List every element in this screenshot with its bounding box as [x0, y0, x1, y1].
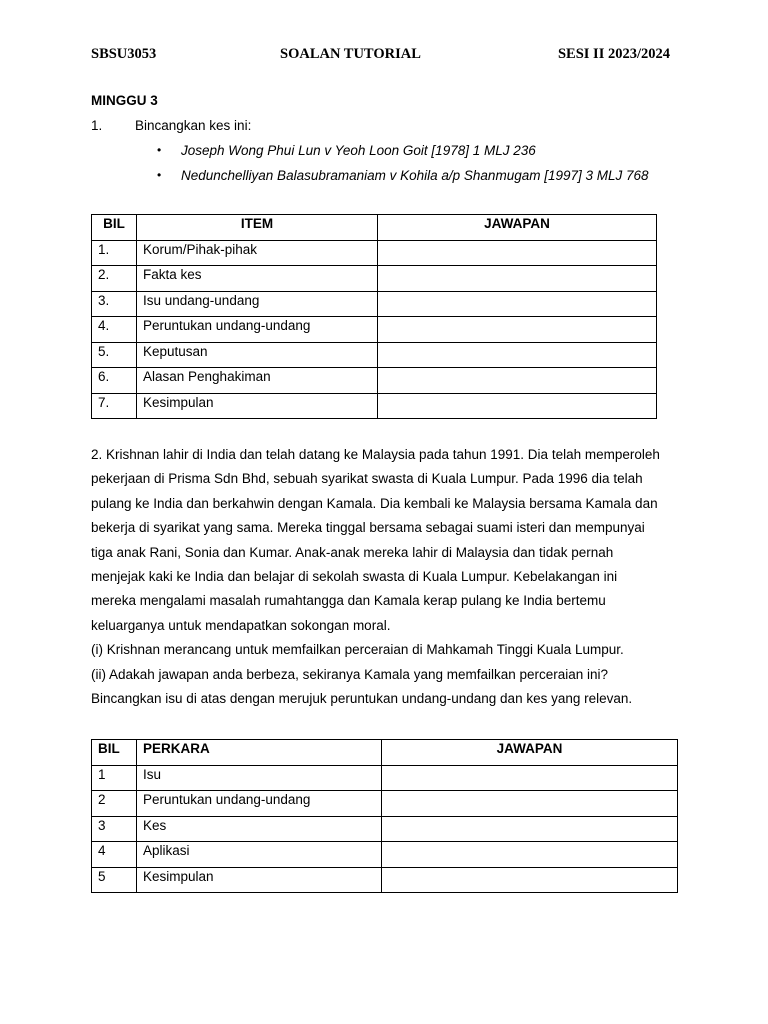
week-heading: MINGGU 3: [91, 93, 158, 108]
paragraph-line: keluarganya untuk mendapatkan sokongan moral.: [91, 617, 391, 633]
row-number: 4.: [92, 317, 137, 343]
table-row: [92, 342, 657, 368]
sub-question-ii: (ii) Adakah jawapan anda berbeza, sekiranya Kamala yang memfailkan perceraian ini?: [91, 666, 609, 682]
list-item: [157, 166, 649, 191]
course-code: SBSU3053: [91, 46, 157, 62]
paragraph-line: tiga anak Rani, Sonia dan Kumar. Anak-anak mereka lahir di Malaysia dan tidak pernah: [91, 544, 614, 560]
answer-cell[interactable]: [382, 842, 678, 868]
row-number: 3: [92, 816, 137, 842]
row-number: 2: [92, 791, 137, 817]
answer-cell[interactable]: [382, 791, 678, 817]
row-item: Fakta kes: [137, 266, 378, 292]
column-header-bil: BIL: [92, 215, 137, 241]
question-1-number: 1.: [91, 118, 103, 133]
row-item: Korum/Pihak-pihak: [137, 240, 378, 266]
question-2-text: [91, 443, 677, 711]
row-item: Kesimpulan: [137, 393, 378, 419]
table-header-row: [92, 740, 678, 766]
table-row: [92, 368, 657, 394]
sub-question-i: (i) Krishnan merancang untuk memfailkan perceraian di Mahkamah Tinggi Kuala Lumpur.: [91, 642, 624, 658]
table-row: [92, 266, 657, 292]
table-row: [92, 791, 678, 817]
answer-cell[interactable]: [378, 317, 657, 343]
row-number: 5: [92, 867, 137, 893]
row-number: 1.: [92, 240, 137, 266]
table-row: [92, 393, 657, 419]
paragraph-line: bekerja di syarikat yang sama. Mereka tinggal bersama sebagai suami isteri dan mempunyai: [91, 520, 645, 536]
table-row: [92, 842, 678, 868]
document-title: SOALAN TUTORIAL: [280, 46, 421, 62]
answer-cell[interactable]: [382, 816, 678, 842]
row-number: 4: [92, 842, 137, 868]
row-item: Isu undang-undang: [137, 291, 378, 317]
answer-cell[interactable]: [378, 266, 657, 292]
table-row: [92, 291, 657, 317]
paragraph-line: mereka mengalami masalah rumahtangga dan Kamala kerap pulang ke India bertemu: [91, 593, 606, 609]
row-number: 6.: [92, 368, 137, 394]
problem-analysis-table: [91, 739, 678, 893]
table-row: [92, 240, 657, 266]
bullet-icon: •: [157, 167, 162, 182]
table-row: [92, 765, 678, 791]
row-item: Isu: [137, 765, 382, 791]
question-2-instruction: Bincangkan isu di atas dengan merujuk peruntukan undang-undang dan kes yang relevan.: [91, 691, 633, 707]
column-header-item: ITEM: [137, 215, 378, 241]
paragraph-line: pulang ke India dan berkahwin dengan Kamala. Dia kembali ke Malaysia bersama Kamala dan: [91, 495, 658, 511]
answer-cell[interactable]: [378, 291, 657, 317]
column-header-perkara: PERKARA: [137, 740, 382, 766]
row-number: 2.: [92, 266, 137, 292]
paragraph-line: menjejak kaki ke India dan belajar di sekolah swasta di Kuala Lumpur. Kebelakangan ini: [91, 569, 618, 585]
bullet-icon: •: [157, 143, 162, 157]
row-number: 7.: [92, 393, 137, 419]
case-citation: Joseph Wong Phui Lun v Yeoh Loon Goit [1978] 1 MLJ 236: [181, 143, 536, 158]
case-analysis-table: [91, 214, 657, 419]
question-1-prompt: Bincangkan kes ini:: [135, 118, 252, 133]
answer-cell[interactable]: [378, 342, 657, 368]
session-label: SESI II 2023/2024: [557, 46, 670, 62]
row-number: 1: [92, 765, 137, 791]
row-item: Keputusan: [137, 342, 378, 368]
case-citation: Nedunchelliyan Balasubramaniam v Kohila a/p Shanmugam [1997] 3 MLJ 768: [181, 167, 649, 183]
answer-cell[interactable]: [378, 240, 657, 266]
answer-cell[interactable]: [378, 393, 657, 419]
row-item: Aplikasi: [137, 842, 382, 868]
list-item: [157, 141, 649, 166]
table-row: [92, 867, 678, 893]
paragraph-line: pekerjaan di Prisma Sdn Bhd, sebuah syarikat swasta di Kuala Lumpur. Pada 1996 dia telah: [91, 471, 643, 487]
answer-cell[interactable]: [382, 867, 678, 893]
answer-cell[interactable]: [378, 368, 657, 394]
row-number: 5.: [92, 342, 137, 368]
row-item: Alasan Penghakiman: [137, 368, 378, 394]
column-header-jawapan: JAWAPAN: [382, 740, 678, 766]
answer-cell[interactable]: [382, 765, 678, 791]
case-list: [157, 141, 649, 190]
row-number: 3.: [92, 291, 137, 317]
column-header-bil: BIL: [92, 740, 137, 766]
table-row: [92, 317, 657, 343]
paragraph-line: 2. Krishnan lahir di India dan telah datang ke Malaysia pada tahun 1991. Dia telah memperoleh: [91, 447, 660, 462]
table-row: [92, 816, 678, 842]
row-item: Kesimpulan: [137, 867, 382, 893]
row-item: Peruntukan undang-undang: [137, 317, 378, 343]
column-header-jawapan: JAWAPAN: [378, 215, 657, 241]
row-item: Kes: [137, 816, 382, 842]
table-header-row: [92, 215, 657, 241]
row-item: Peruntukan undang-undang: [137, 791, 382, 817]
